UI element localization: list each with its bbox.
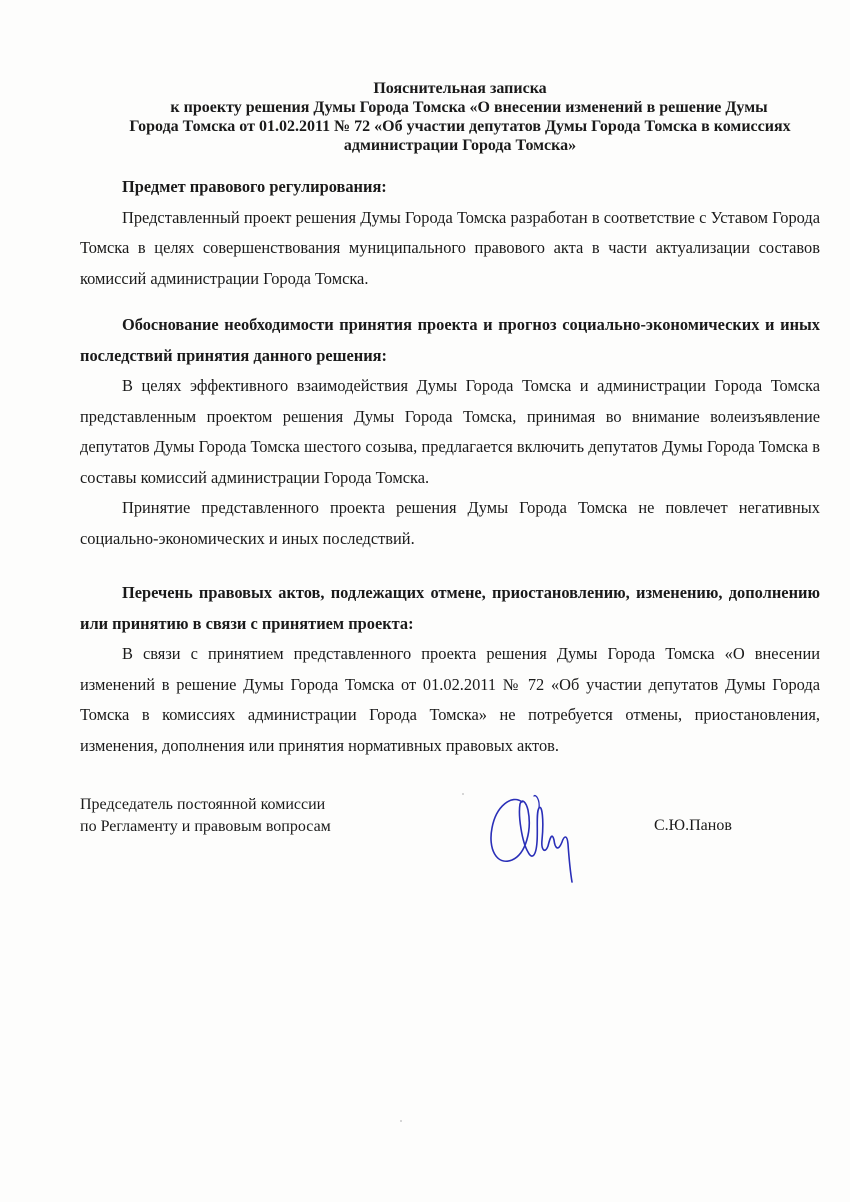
- title-line: Города Томска от 01.02.2011 № 72 «Об участии депутатов Думы Города Томска в комиссиях: [129, 118, 791, 135]
- signatory-name: С.Ю.Панов: [654, 817, 732, 834]
- section-paragraph: В связи с принятием представленного проекта решения Думы Города Томска «О внесении изменений в решение Думы Города Томска от 01.02.2011 № 72 «Об участии депутатов Думы Города Томска в комиссиях администрации Города Томска» не потребуется отмены, приостановления, изменения, дополнения или принятия нормативных правовых актов.: [80, 644, 820, 755]
- title-line: администрации Города Томска»: [343, 137, 577, 154]
- section-paragraph: В целях эффективного взаимодействия Думы Города Томска и администрации Города Томска представленным проектом решения Думы Города Томска, принимая во внимание волеизъявление депутатов Думы Города Томска шестого созыва, предлагается включить депутатов Думы Города Томска в составы комиссий администрации Города Томска.: [80, 376, 820, 487]
- section-justification: [80, 310, 820, 554]
- section-subject: [80, 172, 820, 294]
- signatory-position-line: по Регламенту и правовым вопросам: [80, 818, 331, 835]
- handwritten-signature: [482, 790, 582, 885]
- section-paragraph: Принятие представленного проекта решения Думы Города Томска не повлечет негативных социально-экономических и иных последствий.: [80, 498, 820, 548]
- section-heading: Предмет правового регулирования:: [122, 177, 387, 196]
- document-title: [80, 79, 840, 155]
- section-paragraph: Представленный проект решения Думы Города Томска разработан в соответствие с Уставом Города Томска в целях совершенствования муниципального правового акта в части актуализации составов комиссий администрации Города Томска.: [80, 207, 820, 288]
- section-heading: Перечень правовых актов, подлежащих отмене, приостановлению, изменению, дополнению или принятию в связи с принятием проекта:: [80, 583, 820, 633]
- scan-speck: [400, 1120, 402, 1122]
- section-legal-acts: [80, 578, 820, 761]
- signatory-position-line: Председатель постоянной комиссии: [80, 796, 326, 813]
- signatory-position: [80, 794, 331, 838]
- scan-speck: [462, 793, 464, 795]
- title-line: Пояснительная записка: [373, 80, 547, 97]
- section-heading: Обоснование необходимости принятия проекта и прогноз социально-экономических и иных последствий принятия данного решения:: [80, 315, 820, 365]
- title-line: к проекту решения Думы Города Томска «О внесении изменений в решение Думы: [170, 99, 768, 116]
